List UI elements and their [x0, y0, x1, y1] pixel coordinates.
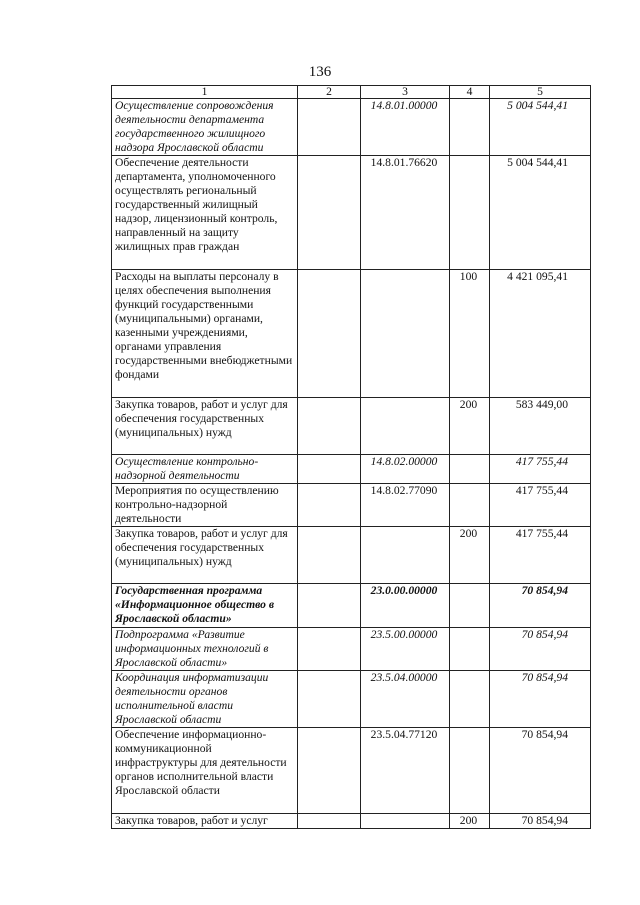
- row-type-cell: 200: [450, 527, 490, 584]
- row-col2-cell: [298, 584, 361, 628]
- table-row: [112, 728, 591, 814]
- row-amount-cell: 70 854,94: [490, 814, 591, 829]
- row-code-cell: 23.5.04.77120: [361, 728, 450, 814]
- row-code-cell: [361, 527, 450, 584]
- row-type-cell: [450, 728, 490, 814]
- row-amount-cell: 417 755,44: [490, 527, 591, 584]
- row-code-cell: 14.8.02.77090: [361, 484, 450, 527]
- table-row: [112, 270, 591, 398]
- row-name-cell: Обеспечение деятельности департамента, уполномоченного осуществлять региональный государственный жилищный надзор, лицензионный контроль, направленный на защиту жилищных прав граждан: [112, 156, 298, 270]
- row-col2-cell: [298, 156, 361, 270]
- row-code-cell: 23.5.00.00000: [361, 628, 450, 671]
- row-type-cell: [450, 455, 490, 484]
- row-col2-cell: [298, 728, 361, 814]
- row-type-cell: [450, 484, 490, 527]
- table-row: [112, 671, 591, 728]
- row-amount-cell: 5 004 544,41: [490, 99, 591, 156]
- row-name-cell: Подпрограмма «Развитие информационных технологий в Ярославской области»: [112, 628, 298, 671]
- row-code-cell: [361, 814, 450, 829]
- row-type-cell: [450, 584, 490, 628]
- row-name-cell: Закупка товаров, работ и услуг: [112, 814, 298, 829]
- table-header: [112, 86, 591, 99]
- row-amount-cell: 583 449,00: [490, 398, 591, 455]
- row-type-cell: 200: [450, 814, 490, 829]
- table-row: [112, 814, 591, 829]
- row-name-cell: Закупка товаров, работ и услуг для обеспечения государственных (муниципальных) нужд: [112, 527, 298, 584]
- page-number: 136: [308, 64, 332, 80]
- header-col-5: 5: [490, 86, 591, 99]
- row-col2-cell: [298, 270, 361, 398]
- row-amount-cell: 70 854,94: [490, 584, 591, 628]
- row-name-cell: Осуществление сопровождения деятельности департамента государственного жилищного надзора Ярославской области: [112, 99, 298, 156]
- row-code-cell: 14.8.02.00000: [361, 455, 450, 484]
- table-row: [112, 99, 591, 156]
- row-type-cell: 100: [450, 270, 490, 398]
- table-row: [112, 628, 591, 671]
- table-body: [112, 99, 591, 829]
- table-row: [112, 156, 591, 270]
- row-code-cell: 14.8.01.00000: [361, 99, 450, 156]
- row-col2-cell: [298, 814, 361, 829]
- row-type-cell: 200: [450, 398, 490, 455]
- row-type-cell: [450, 628, 490, 671]
- row-amount-cell: 4 421 095,41: [490, 270, 591, 398]
- row-amount-cell: 417 755,44: [490, 484, 591, 527]
- row-amount-cell: 417 755,44: [490, 455, 591, 484]
- header-col-1: 1: [112, 86, 298, 99]
- row-type-cell: [450, 99, 490, 156]
- table-row: [112, 455, 591, 484]
- row-type-cell: [450, 671, 490, 728]
- row-name-cell: Расходы на выплаты персоналу в целях обеспечения выполнения функций государственными (муниципальными) органами, казенными учреждениями, органами управления государственными внебюджетными фондами: [112, 270, 298, 398]
- header-col-4: 4: [450, 86, 490, 99]
- budget-table: [111, 85, 591, 829]
- row-name-cell: Обеспечение информационно-коммуникационной инфраструктуры для деятельности органов исполнительной власти Ярославской области: [112, 728, 298, 814]
- row-col2-cell: [298, 398, 361, 455]
- row-name-cell: Осуществление контрольно-надзорной деятельности: [112, 455, 298, 484]
- row-col2-cell: [298, 527, 361, 584]
- table-row: [112, 584, 591, 628]
- row-col2-cell: [298, 628, 361, 671]
- header-col-2: 2: [298, 86, 361, 99]
- row-type-cell: [450, 156, 490, 270]
- table-row: [112, 527, 591, 584]
- row-col2-cell: [298, 484, 361, 527]
- row-amount-cell: 70 854,94: [490, 671, 591, 728]
- row-code-cell: 23.5.04.00000: [361, 671, 450, 728]
- header-col-3: 3: [361, 86, 450, 99]
- row-code-cell: 23.0.00.00000: [361, 584, 450, 628]
- row-code-cell: 14.8.01.76620: [361, 156, 450, 270]
- row-name-cell: Государственная программа «Информационное общество в Ярославской области»: [112, 584, 298, 628]
- row-amount-cell: 5 004 544,41: [490, 156, 591, 270]
- table-row: [112, 484, 591, 527]
- row-name-cell: Мероприятия по осуществлению контрольно-надзорной деятельности: [112, 484, 298, 527]
- row-col2-cell: [298, 99, 361, 156]
- row-col2-cell: [298, 455, 361, 484]
- table-row: [112, 398, 591, 455]
- row-amount-cell: 70 854,94: [490, 628, 591, 671]
- row-code-cell: [361, 270, 450, 398]
- row-code-cell: [361, 398, 450, 455]
- header-row: [112, 86, 591, 99]
- row-name-cell: Закупка товаров, работ и услуг для обеспечения государственных (муниципальных) нужд: [112, 398, 298, 455]
- row-col2-cell: [298, 671, 361, 728]
- row-amount-cell: 70 854,94: [490, 728, 591, 814]
- row-name-cell: Координация информатизации деятельности органов исполнительной власти Ярославской области: [112, 671, 298, 728]
